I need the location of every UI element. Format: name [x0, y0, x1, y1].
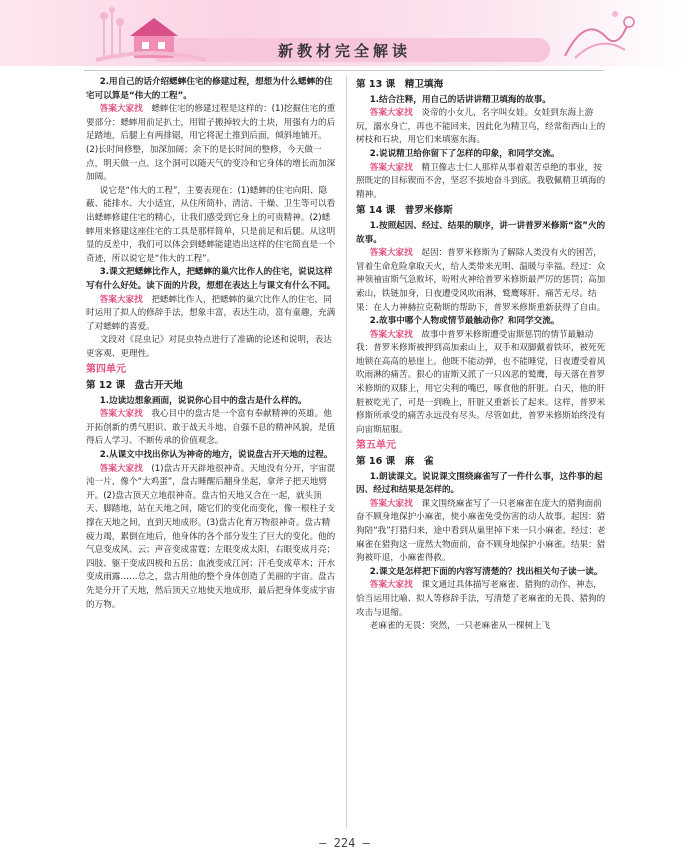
question: 3.课文把蟋蟀比作人，把蟋蟀的巢穴比作人的住宅，说说这样写有什么好处。读下面的片段，想想在表达上与课文有什么不同。: [86, 267, 336, 291]
page-number: — 224 —: [319, 836, 370, 850]
question: 2.故事中哪个人物或情节最触动你？和同学交流。: [369, 316, 560, 327]
answer-paragraph: [356, 579, 608, 620]
answer-tag: 答案大家找: [369, 329, 413, 340]
question: 2.从课文中找出你认为神奇的地方，说说盘古开天地的过程。: [99, 450, 333, 461]
answer-tag: 答案大家找: [99, 409, 143, 420]
question: 2.用自己的话介绍蟋蟀住宅的修建过程，想想为什么蟋蟀的住宅可以算是“伟大的工程”。: [86, 77, 333, 101]
lesson-heading: 第 13 课 精卫填海: [356, 79, 444, 90]
paragraph: 说它是“伟大的工程”，主要表现在：(1)蟋蟀的住宅向阳、隐蔽、能排水、大小适宜，从住所简朴、清洁、干燥、卫生等可以看出蟋蟀修建住宅的精心，让我们感受到它身上的可贵精神。(2)蟋蟀用来修建这座住宅的工具是那样简单，只是前足和后腿。从这明显的反差中，我们可以体会到蟋蟀能建造出这样的住宅简直是一个奇迹，所以说它是“伟大的工程”。: [86, 185, 336, 264]
answer-tag: 答案大家找: [369, 248, 413, 259]
answer-tag: 答案大家找: [369, 108, 413, 119]
question: 2.说说精卫给你留下了怎样的印象，和同学交流。: [369, 148, 560, 159]
answer-tag: 答案大家找: [369, 162, 413, 173]
answer-paragraph: [356, 329, 608, 438]
lesson-heading: 第 16 课 麻 雀: [356, 456, 434, 468]
answer-tag: 答案大家找: [99, 104, 143, 115]
answer-text: 把蟋蟀比作人，把蟋蟀的巢穴比作人的住宅，同时运用了拟人的修辞手法，想象丰富，表达生动，富有童趣，充满了对蟋蟀的喜爱。: [86, 294, 336, 332]
answer-paragraph: [86, 103, 338, 185]
answer-paragraph: [86, 463, 338, 613]
answer-tag: 答案大家找: [99, 463, 143, 474]
page-header: [0, 0, 689, 66]
answer-text: 故事中普罗米修斯遭受宙斯惩罚的情节最触动我：普罗米修斯被押到高加索山上，双手和双脚戴着铁环，被死死地锁在高高的悬崖上。他既不能动弹，也不能睡觉，日夜遭受着风吹雨淋的痛苦。狠心的宙斯又派了一只凶恶的鹫鹰，每天落在普罗米修斯的双膝上，用它尖利的嘴巴，啄食他的肝脏。白天，他的肝脏被吃光了，可是一到晚上，肝脏又重新长了起来。这样，普罗米修斯所承受的痛苦永远没有尽头。尽管如此，普罗米修斯始终没有向宙斯屈服。: [356, 329, 606, 435]
answer-tag: 答案大家找: [99, 294, 143, 305]
answer-text: 蟋蟀住宅的修建过程是这样的：(1)挖掘住宅的重要部分：蟋蟀用前足扒土，用钳子搬掉较大的土块，用强有力的后足踏地，后腿上有两排锯，用它将泥土推到后面，倾斜地铺开。(2)长时间修整，加深加阔；余下的是长时间的整修，今天做一点，明天做一点。这个洞可以随天气的变冷和它身体的增长而加深加阔。: [86, 104, 336, 183]
answer-paragraph: [356, 498, 608, 566]
header-rule: [84, 70, 604, 71]
answer-text: 我心目中的盘古是一个富有奉献精神的英雄。他开拓创新的勇气胆识、敢于战天斗地、自强不息的精神风貌，是值得后人学习、不断传承的价值观念。: [86, 409, 336, 447]
question: 1.结合注释，用自己的话讲讲精卫填海的故事。: [369, 94, 551, 105]
answer-paragraph: [356, 107, 608, 148]
answer-text: (1)盘古开天辟地很神奇。天地没有分开，宇宙混沌一片，像个“大鸡蛋”，盘古睡醒后翻身坐起，拿斧子把天地劈开。(2)盘古顶天立地很神奇。盘古怕天地又合在一起，就头顶天、脚踏地，站在天地之间，随它们的变化而变化，像一根柱子支撑在天地之间，直到天地成形。(3)盘古化育万物很神奇。盘古精疲力竭，累倒在地后，他身体的各个部分发生了巨大的变化。他的气息变成风、云；声音变成雷霆；左眼变成太阳，右眼变成月亮；四肢、躯干变成四极和五岳；血液变成江河；汗毛变成草木；汗水变成雨露……总之，盘古用他的整个身体创造了美丽的宇宙。盘古先是分开了天地，然后顶天立地使天地成形，最后把身体变成宇宙的万物。: [86, 463, 336, 610]
unit-heading: 第五单元: [356, 440, 396, 452]
lesson-heading: 第 14 课 普罗米修斯: [356, 205, 453, 217]
answer-text: 炎帝的小女儿，名字叫女娃。女娃到东海上游玩，溺水身亡，再也不能回来，因此化为精卫鸟，经常衔西山上的树枝和石块，用它们来填塞东海。: [356, 108, 606, 146]
unit-heading: 第四单元: [86, 364, 126, 376]
right-column: [356, 76, 608, 634]
answer-paragraph: [356, 162, 608, 203]
answer-text: 精卫像志士仁人那样从事着艰苦卓绝的事业，按照既定的目标锲而不舍，坚忍不拔地奋斗到底。我敬佩精卫填海的精神。: [356, 162, 606, 200]
page-title: 新教材完全解读: [277, 42, 411, 60]
answer-paragraph: [356, 247, 608, 315]
answer-text: 课文围绕麻雀写了一只老麻雀在庞大的猎狗面前奋不顾身地保护小麻雀，使小麻雀免受伤害的动人故事。起因：猎狗陪“我”打猎归来，途中看到从巢里掉下来一只小麻雀。经过：老麻雀在猎狗这一庞然大物面前，奋不顾身地保护小麻雀。结果：猎狗被吓退，小麻雀得救。: [356, 498, 606, 564]
answer-text: 起因：普罗米修斯为了解除人类没有火的困苦，冒着生命危险拿取天火，给人类带来光明、温暖与幸福。经过：众神领袖宙斯气急败坏，吩咐火神给普罗米修斯最严厉的惩罚；高加索山，铁链加身，日夜遭受风吹雨淋，鹫鹰啄肝、痛苦无尽。结果：在人力神赫拉克勒斯的帮助下，普罗米修斯重新获得了自由。: [356, 248, 606, 313]
left-column: [86, 76, 338, 612]
answer-tag: 答案大家找: [369, 498, 413, 509]
lesson-heading: 第 12 课 盘古开天地: [86, 380, 183, 392]
question: 1.按照起因、经过、结果的顺序，讲一讲普罗米修斯“盗”火的故事。: [356, 220, 606, 245]
answer-paragraph: [86, 294, 338, 335]
answer-tag: 答案大家找: [369, 580, 413, 591]
paragraph: 老麻雀的无畏：突然，一只老麻雀从一棵树上飞: [369, 621, 551, 632]
question: 1.边读边想象画面，说说你心目中的盘古是什么样的。: [99, 395, 307, 406]
paragraph: 文段对《昆虫记》对昆虫特点进行了准确的论述和说明，表达更客观、更理性。: [86, 335, 332, 359]
answer-paragraph: [86, 408, 338, 449]
answer-text: 课文通过具体描写老麻雀、猎狗的动作、神态，恰当运用比喻、拟人等修辞手法，写清楚了老麻雀的无畏、猎狗的攻击与退缩。: [356, 580, 606, 618]
column-divider: [346, 76, 347, 828]
question: 2.课文是怎样把下面的内容写清楚的？找出相关句子读一读。: [369, 566, 603, 577]
question: 1.朗读课文。说说课文围绕麻雀写了一件什么事，这件事的起因、经过和结果是怎样的。: [356, 471, 603, 496]
